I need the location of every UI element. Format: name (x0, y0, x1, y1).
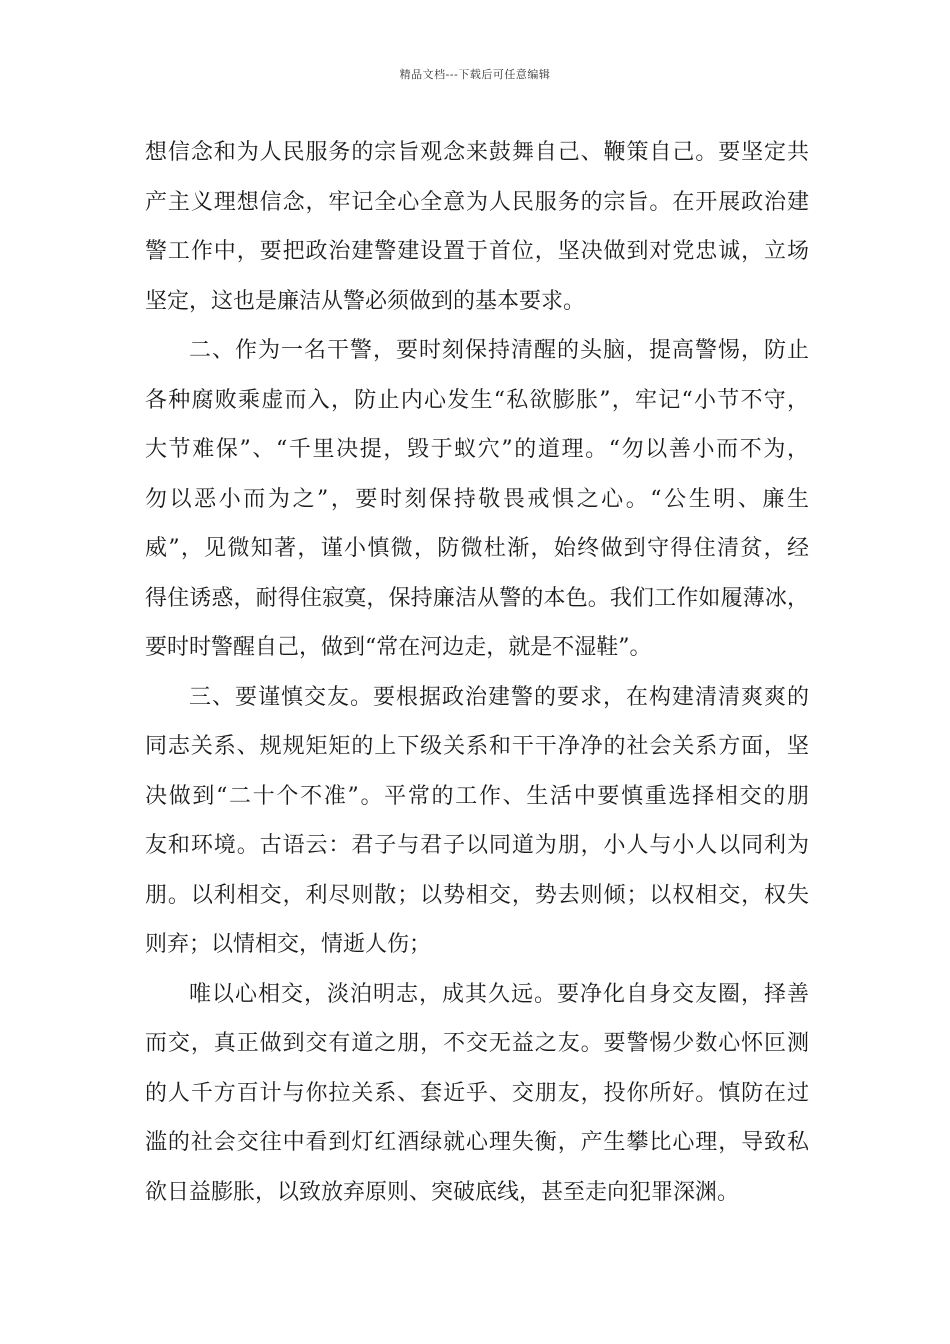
text-line: 友和环境。古语云：君子与君子以同道为朋，小人与小人以同利为 (145, 833, 809, 858)
page-header: 精品文档---下载后可任意编辑 (399, 68, 551, 81)
text-line: 决做到“二十个不准”。平常的工作、生活中要慎重选择相交的朋 (145, 783, 809, 809)
text-line: 勿以恶小而为之”，要时刻保持敬畏戒惧之心。“公生明、廉生 (145, 486, 809, 512)
text-line: 而交，真正做到交有道之朋，不交无益之友。要警惕少数心怀叵测 (145, 1031, 809, 1056)
text-line: 要时时警醒自己，做到“常在河边走，就是不湿鞋”。 (145, 635, 652, 660)
text-line: 产主义理想信念，牢记全心全意为人民服务的宗旨。在开展政治建 (145, 189, 809, 215)
paragraph-start-line: 二、作为一名干警，要时刻保持清醒的头脑，提高警惕，防止 (189, 338, 809, 363)
text-line: 大节难保”、“千里决提，毁于蚁穴”的道理。“勿以善小而不为， (145, 437, 809, 462)
text-line: 威”，见微知著，谨小慎微，防微杜渐，始终做到守得住清贫，经 (145, 536, 809, 561)
document-body (145, 128, 809, 1217)
text-line: 同志关系、规规矩矩的上下级关系和干干净净的社会关系方面，坚 (145, 734, 809, 759)
text-line: 坚定，这也是廉洁从警必须做到的基本要求。 (145, 288, 586, 314)
text-line: 朋。以利相交，利尽则散；以势相交，势去则倾；以权相交，权失 (145, 882, 809, 908)
text-line: 想信念和为人民服务的宗旨观念来鼓舞自己、鞭策自己。要坚定共 (145, 140, 809, 165)
text-line: 滥的社会交往中看到灯红酒绿就心理失衡，产生攀比心理，导致私 (145, 1130, 809, 1155)
text-line: 各种腐败乘虚而入，防止内心发生“私欲膨胀”，牢记“小节不守， (145, 387, 809, 413)
text-line: 的人千方百计与你拉关系、套近乎、交朋友，投你所好。慎防在过 (145, 1080, 809, 1106)
text-line: 得住诱惑，耐得住寂寞，保持廉洁从警的本色。我们工作如履薄冰， (145, 585, 809, 611)
paragraph-start-line: 三、要谨慎交友。要根据政治建警的要求，在构建清清爽爽的 (189, 684, 809, 710)
text-line: 则弃；以情相交，情逝人伤； (145, 932, 432, 957)
paragraph-start-line: 唯以心相交，淡泊明志，成其久远。要净化自身交友圈，择善 (189, 981, 809, 1007)
text-line: 欲日益膨胀，以致放弃原则、突破底线，甚至走向犯罪深渊。 (145, 1179, 740, 1205)
text-line: 警工作中，要把政治建警建设置于首位，坚决做到对党忠诚，立场 (145, 239, 809, 264)
